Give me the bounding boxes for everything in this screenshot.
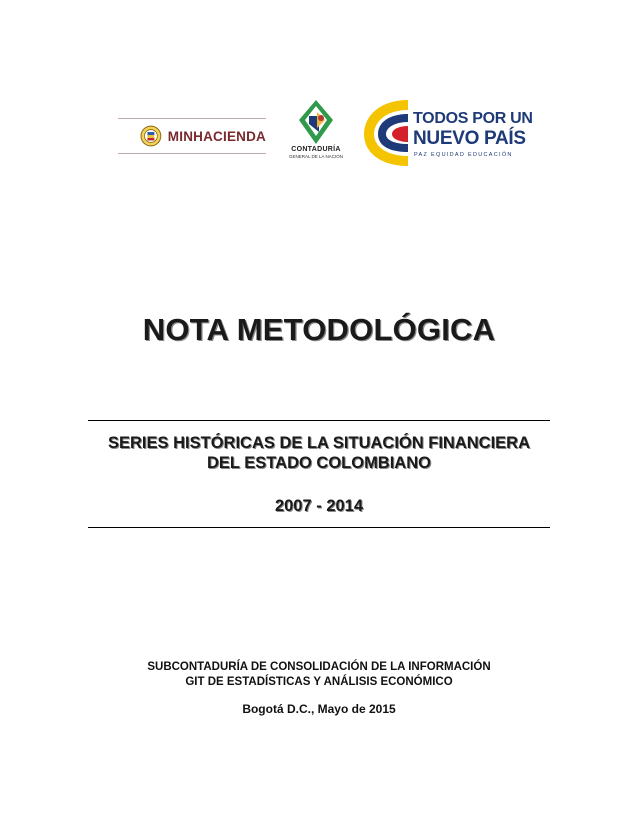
- office-line-2: GIT DE ESTADÍSTICAS Y ANÁLISIS ECONÓMICO: [185, 676, 453, 688]
- contaduria-title: CONTADURÍA: [291, 146, 341, 153]
- period-years: 2007 - 2014: [274, 497, 364, 515]
- todos-line-3: PAZ EQUIDAD EDUCACIÓN: [414, 152, 513, 158]
- todos-por-un-nuevo-pais-logo: [360, 92, 532, 172]
- logo-strip: [112, 92, 532, 174]
- office-line-1: SUBCONTADURÍA DE CONSOLIDACIÓN DE LA INFORMACIÓN: [147, 661, 491, 673]
- contaduria-subtitle: GENERAL DE LA NACIÓN: [288, 154, 344, 159]
- top-divider: [88, 420, 550, 421]
- bottom-divider: [88, 527, 550, 528]
- place-and-date: Bogotá D.C., Mayo de 2015: [242, 702, 396, 716]
- minhacienda-logo: [118, 118, 266, 154]
- todos-line-1: TODOS POR UN: [413, 110, 533, 127]
- document-title: NOTA METODOLÓGICA: [142, 312, 496, 347]
- contaduria-emblem-icon: [297, 98, 335, 146]
- minhacienda-wordmark: MINHACIENDA: [167, 128, 266, 144]
- subtitle-line-1: SERIES HISTÓRICAS DE LA SITUACIÓN FINANCIERA: [108, 434, 530, 452]
- flag-swoosh-icon: [360, 96, 412, 170]
- subtitle-line-2: DEL ESTADO COLOMBIANO: [207, 454, 431, 472]
- coat-of-arms-icon: [140, 125, 162, 147]
- contaduria-logo: [284, 98, 348, 170]
- todos-line-2: NUEVO PAÍS: [413, 128, 526, 149]
